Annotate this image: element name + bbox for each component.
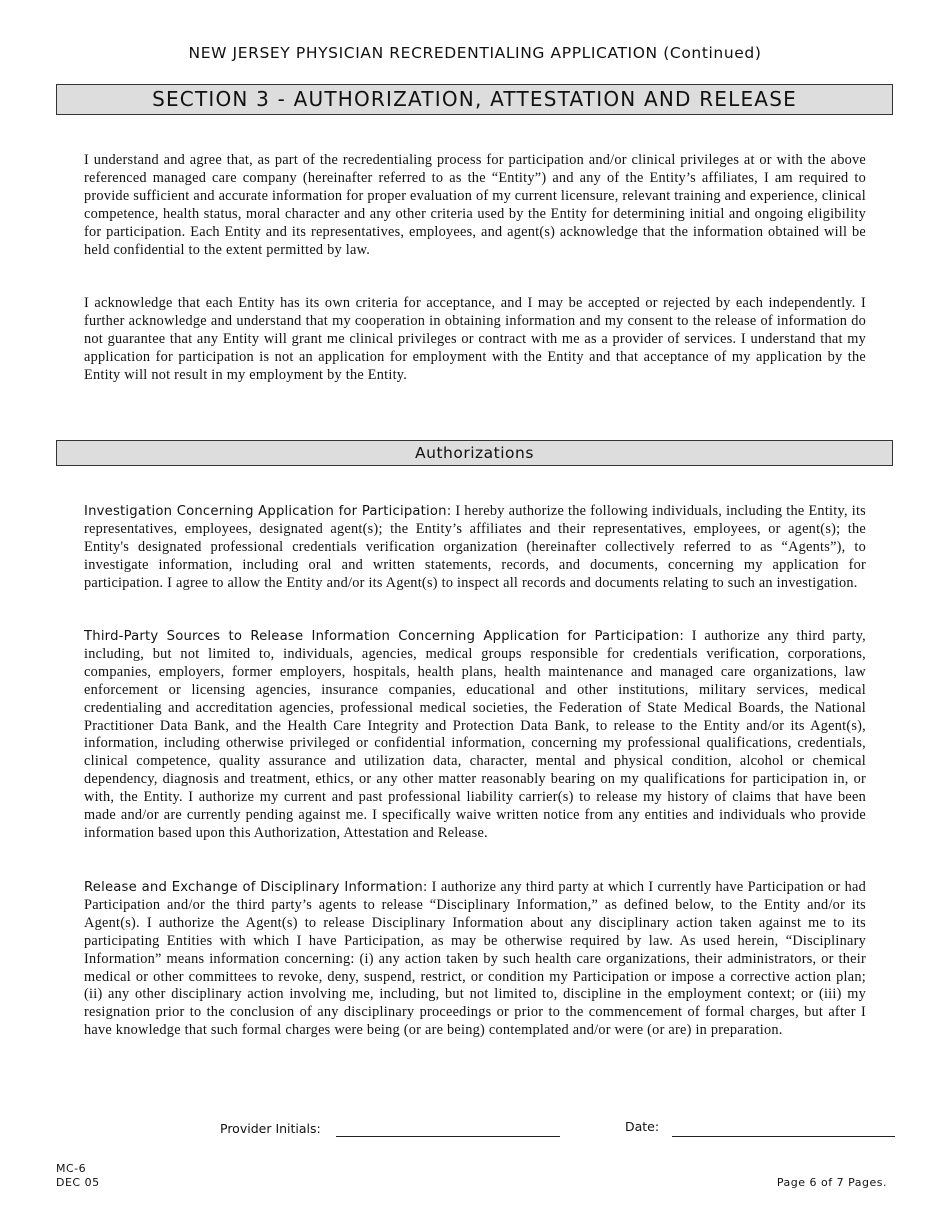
date-field[interactable]	[672, 1136, 895, 1137]
paragraph-acknowledgement: I acknowledge that each Entity has its own criteria for acceptance, and I may be accepted or rejected by each independently. I further acknowledge and understand that my cooperation in obtaining information and my consent to the release of information do not guarantee that any Entity will grant me clinical privileges or contract with me as a provider of services. I understand that my application for participation is not an application for employment with the Entity and that acceptance of my application by the Entity will not result in my employment by the Entity.	[84, 295, 866, 383]
authorization-investigation-text: I hereby authorize the following individuals, including the Entity, its representatives, employees, designated agent(s); the Entity’s affiliates and their representatives, employees, or agent(s); the Entity's designated professional credentials verification organization (hereinafter collectively referred to as “Agents”), to investigate information, including oral and written statements, records, and documents, concerning my application for participation. I agree to allow the Entity and/or its Agent(s) to inspect all records and documents relating to such an investigation.	[84, 503, 866, 591]
date-label: Date:	[625, 1119, 660, 1134]
page-number: Page 6 of 7 Pages.	[776, 1176, 887, 1189]
authorization-investigation-lead: Investigation Concerning Application for Participation:	[84, 504, 452, 519]
authorization-third-party	[84, 628, 866, 843]
authorization-disciplinary-lead: Release and Exchange of Disciplinary Information:	[84, 880, 428, 895]
page-header: NEW JERSEY PHYSICIAN RECREDENTIALING APPLICATION (Continued)	[188, 44, 762, 62]
form-date: DEC 05	[56, 1176, 100, 1189]
authorization-disciplinary	[84, 879, 866, 1040]
authorization-third-party-text: I authorize any third party, including, but not limited to, individuals, agencies, medical groups responsible for credentials verification, corporations, companies, employers, former employers, hospitals, health plans, health maintenance and managed care organizations, law enforcement or licensing agencies, insurance companies, educational and other institutions, military services, medical credentialing and accreditation agencies, professional medical societies, the Federation of State Medical Boards, the National Practitioner Data Bank, and the Health Care Integrity and Protection Data Bank, to release to the Entity and/or its Agent(s), information, including otherwise privileged or confidential information, concerning my professional qualifications, credentials, clinical competence, quality assurance and utilization data, character, mental and physical condition, alcohol or chemical dependency, diagnosis and treatment, ethics, or any other matter reasonably bearing on my qualifications for participation in, or with, the Entity. I authorize my current and past professional liability carrier(s) to release my history of claims that have been made and/or are currently pending against me. I specifically waive written notice from any entities and individuals who provide information based upon this Authorization, Attestation and Release.	[84, 628, 866, 841]
provider-initials-field[interactable]	[336, 1136, 560, 1137]
paragraph-understanding: I understand and agree that, as part of the recredentialing process for participation and/or clinical privileges at or with the above referenced managed care company (hereinafter referred to as the “Entity”) and any of the Entity’s affiliates, I am required to provide sufficient and accurate information for proper evaluation of my current licensure, relevant training and experience, clinical competence, health status, moral character and any other criteria used by the Entity for determining initial and ongoing eligibility for participation. Each Entity and its representatives, employees, and agent(s) acknowledge that the information obtained will be held confidential to the extent permitted by law.	[84, 152, 866, 258]
provider-initials-label: Provider Initials:	[220, 1121, 321, 1136]
authorizations-heading: Authorizations	[56, 440, 893, 466]
form-code: MC-6	[56, 1162, 87, 1175]
authorization-disciplinary-text: I authorize any third party at which I currently have Participation or had Participation and/or the third party’s agents to release “Disciplinary Information,” as defined below, to the Entity and/or its Agent(s). I authorize the Agent(s) to release Disciplinary Information about any disciplinary action taken against me to its participating Entities with which I have Participation, as may be otherwise required by law. As used herein, “Disciplinary Information” means information concerning: (i) any action taken by such health care organizations, their administrators, or their medical or other committees to revoke, deny, suspend, restrict, or condition my Participation or impose a corrective action plan; (ii) any other disciplinary action involving me, including, but not limited to, discipline in the employment context; or (iii) my resignation prior to the conclusion of any disciplinary proceedings or prior to the commencement of formal charges, but after I have knowledge that such formal charges were being (or are being) contemplated and/or were (or are) in preparation.	[84, 879, 866, 1039]
authorization-investigation	[84, 503, 866, 593]
authorization-third-party-lead: Third-Party Sources to Release Information Concerning Application for Participation:	[84, 629, 685, 644]
section-title: SECTION 3 - AUTHORIZATION, ATTESTATION AND RELEASE	[56, 84, 893, 115]
